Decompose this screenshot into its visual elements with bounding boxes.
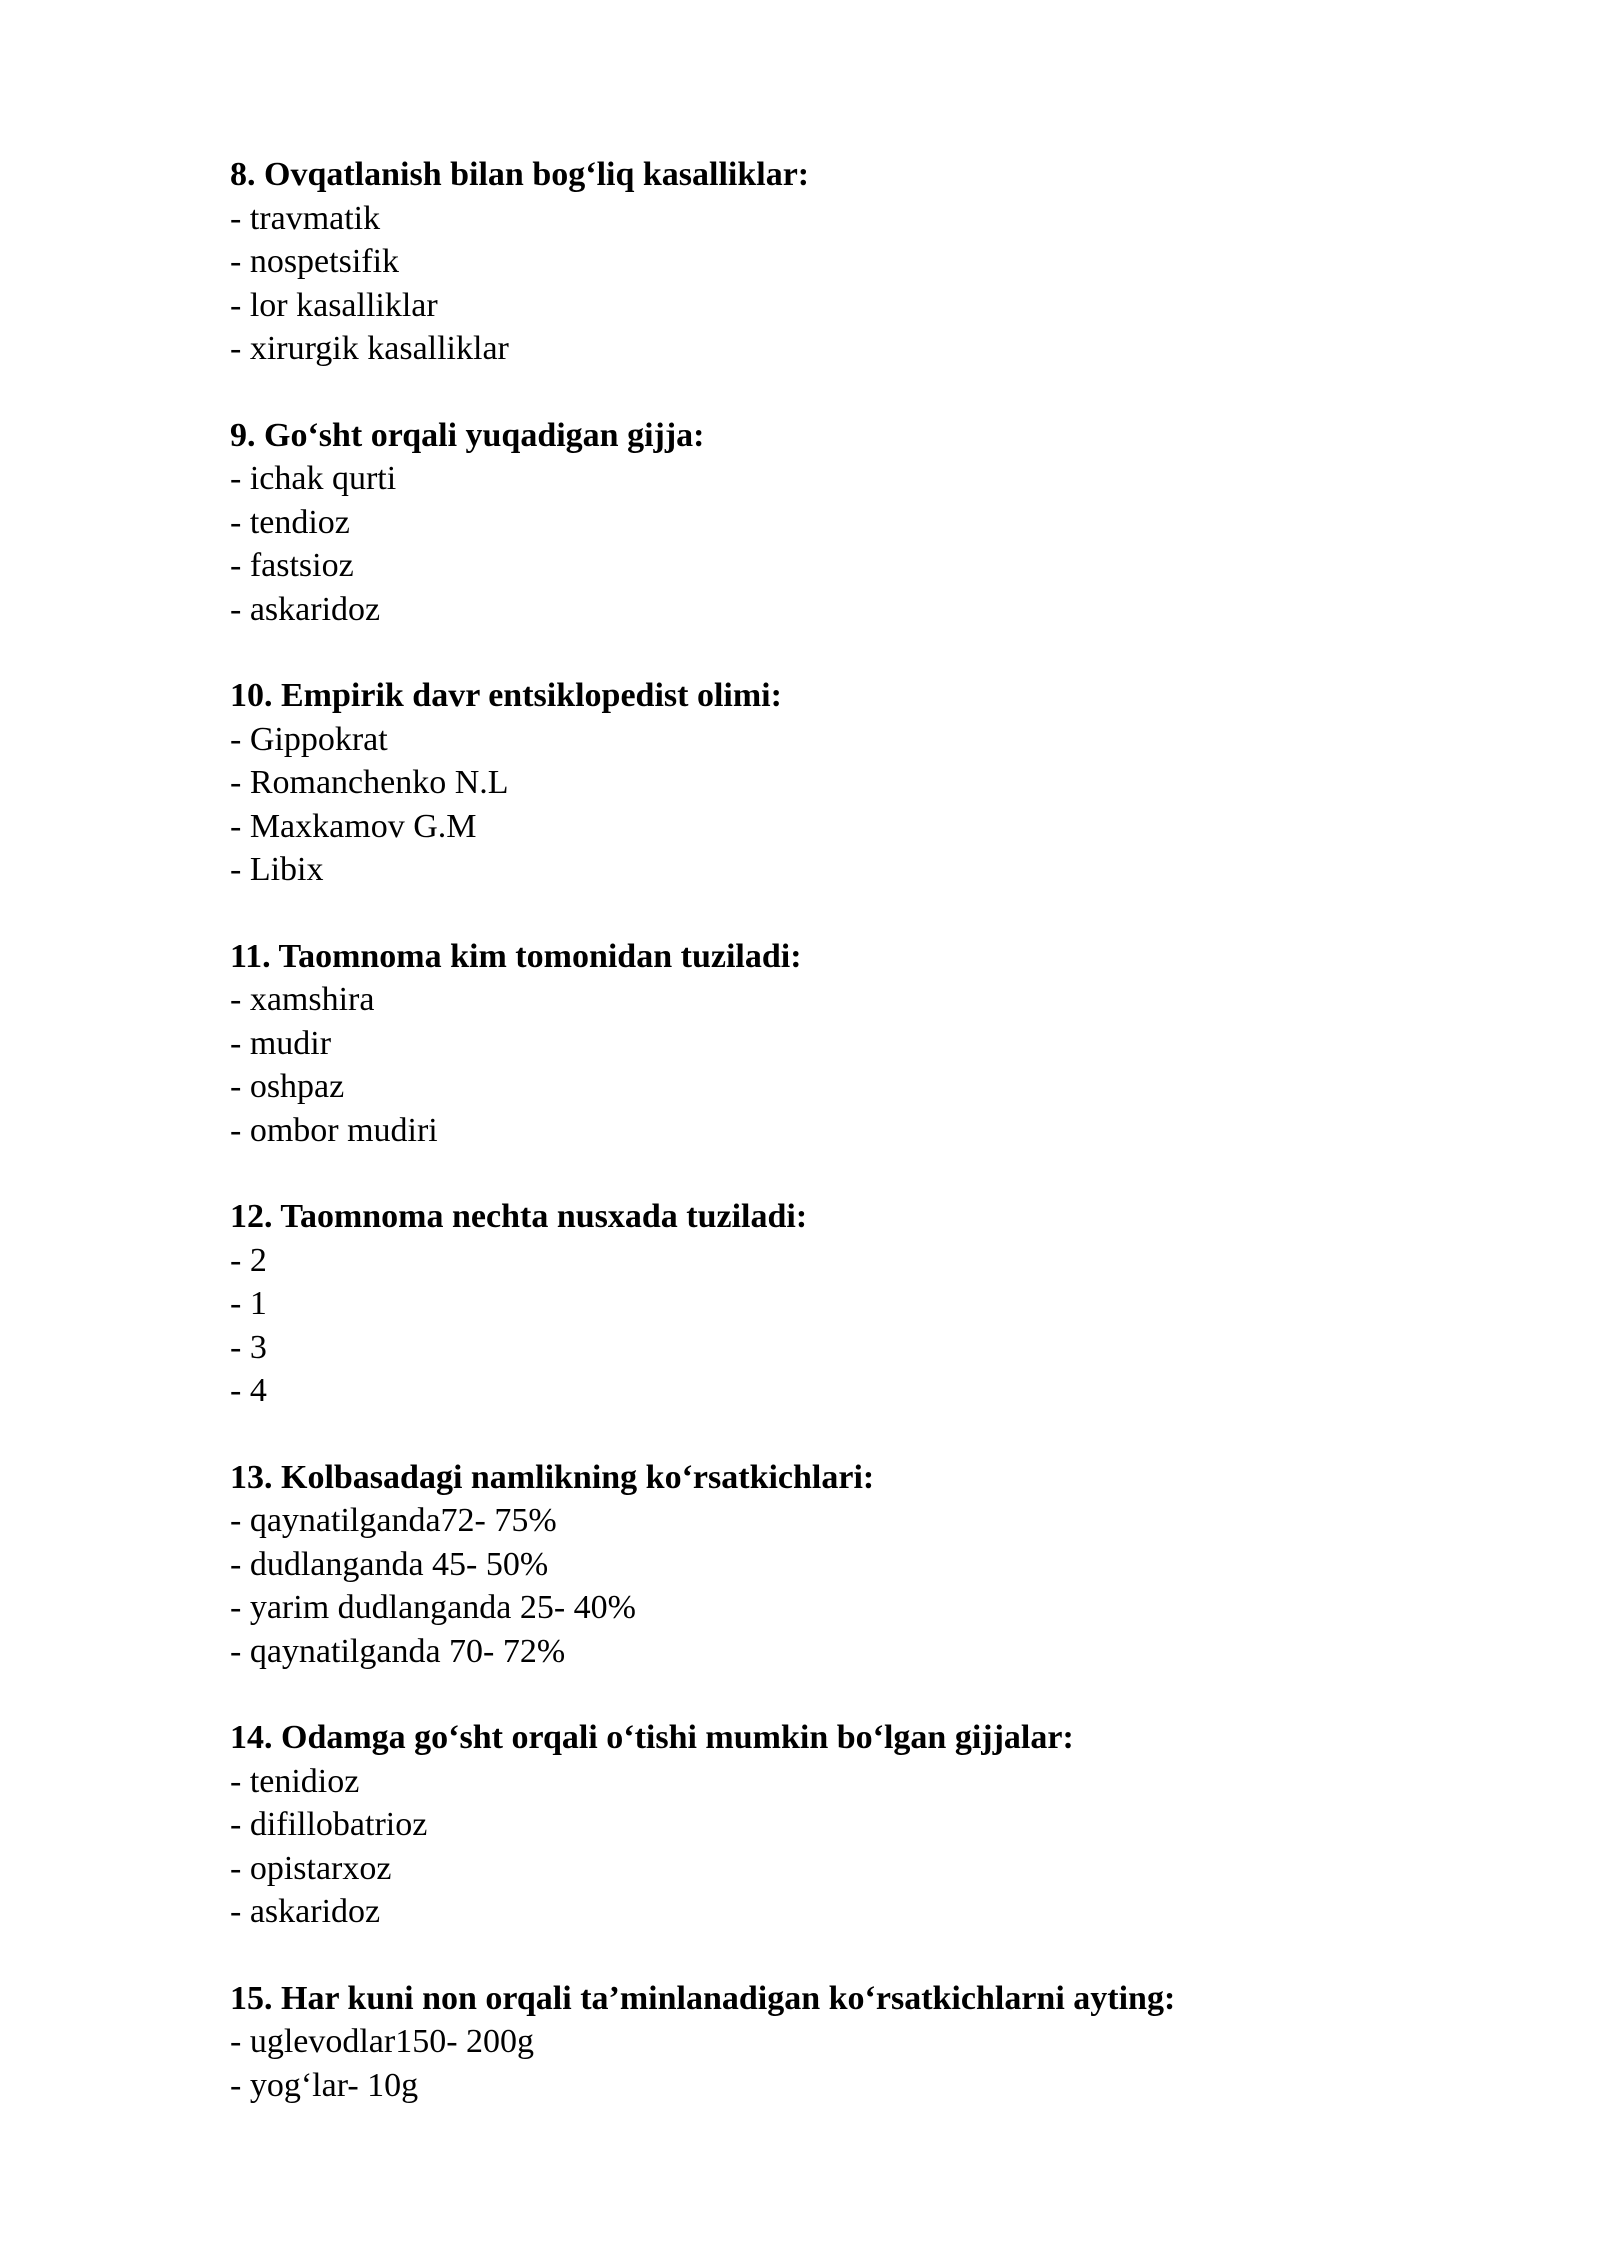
question-number: 8 . — [230, 156, 264, 193]
answer-option: - opistarxoz — [230, 1847, 1530, 1891]
answer-option: - uglevodlar150- 200g — [230, 2020, 1530, 2064]
answer-option: - qaynatilganda72- 75% — [230, 1499, 1530, 1543]
question-number: 12 . — [230, 1198, 280, 1235]
answer-option: - difillobatrioz — [230, 1803, 1530, 1847]
question-text: Odamga go‘sht orqali o‘tishi mumkin bo‘lgan gijjalar: — [281, 1719, 1074, 1756]
question-number: 10 . — [230, 677, 281, 714]
answer-option: - yarim dudlanganda 25- 40% — [230, 1586, 1530, 1630]
question-block — [230, 153, 1530, 371]
answer-option: - nospetsifik — [230, 240, 1530, 284]
question-title — [230, 1977, 1530, 2021]
question-text: Har kuni non orqali ta’minlanadigan ko‘rsatkichlarni ayting: — [281, 1979, 1176, 2017]
answer-option: - askaridoz — [230, 1890, 1530, 1934]
answer-option: - Gippokrat — [230, 718, 1530, 762]
answer-option: - ombor mudiri — [230, 1109, 1530, 1153]
question-block — [230, 674, 1530, 892]
question-number: 14 . — [230, 1719, 281, 1756]
question-text: Kolbasadagi namlikning ko‘rsatkichlari: — [281, 1458, 875, 1496]
question-block — [230, 1195, 1530, 1413]
question-title — [230, 1456, 1530, 1500]
answer-option: - xamshira — [230, 978, 1530, 1022]
question-title — [230, 935, 1530, 979]
question-block — [230, 1456, 1530, 1674]
answer-option: - askaridoz — [230, 588, 1530, 632]
answer-option: - 4 — [230, 1369, 1530, 1413]
answer-option: - oshpaz — [230, 1065, 1530, 1109]
question-list — [230, 153, 1530, 2150]
answer-option: - Maxkamov G.M — [230, 805, 1530, 849]
question-block — [230, 935, 1530, 1153]
question-text: Taomnoma kim tomonidan tuziladi: — [278, 937, 802, 975]
question-number: 15 . — [230, 1980, 281, 2017]
question-text: Ovqatlanish bilan bog‘liq kasalliklar: — [264, 156, 810, 193]
question-block — [230, 1977, 1530, 2108]
question-number: 13 . — [230, 1459, 281, 1496]
question-text: Empirik davr entsiklopedist olimi: — [281, 677, 782, 714]
question-title — [230, 1195, 1530, 1239]
answer-option: - qaynatilganda 70- 72% — [230, 1630, 1530, 1674]
question-title — [230, 414, 1530, 458]
answer-option: - 1 — [230, 1282, 1530, 1326]
question-block — [230, 414, 1530, 632]
answer-option: - xirurgik kasalliklar — [230, 327, 1530, 371]
answer-option: - tenidioz — [230, 1760, 1530, 1804]
question-text: Go‘sht orqali yuqadigan gijja: — [264, 416, 705, 454]
question-block — [230, 1716, 1530, 1934]
answer-option: - 3 — [230, 1326, 1530, 1370]
question-title — [230, 1716, 1530, 1760]
question-number: 9 . — [230, 417, 264, 454]
answer-option: - yog‘lar- 10g — [230, 2064, 1530, 2108]
answer-option: - dudlanganda 45- 50% — [230, 1543, 1530, 1587]
answer-option: - 2 — [230, 1239, 1530, 1283]
answer-option: - lor kasalliklar — [230, 284, 1530, 328]
answer-option: - tendioz — [230, 501, 1530, 545]
answer-option: - ichak qurti — [230, 457, 1530, 501]
answer-option: - travmatik — [230, 197, 1530, 241]
answer-option: - Romanchenko N.L — [230, 761, 1530, 805]
answer-option: - fastsioz — [230, 544, 1530, 588]
question-title — [230, 674, 1530, 718]
answer-option: - Libix — [230, 848, 1530, 892]
question-title — [230, 153, 1530, 197]
question-text: Taomnoma nechta nusxada tuziladi: — [280, 1198, 808, 1235]
answer-option: - mudir — [230, 1022, 1530, 1066]
question-number: 11 . — [230, 938, 279, 975]
